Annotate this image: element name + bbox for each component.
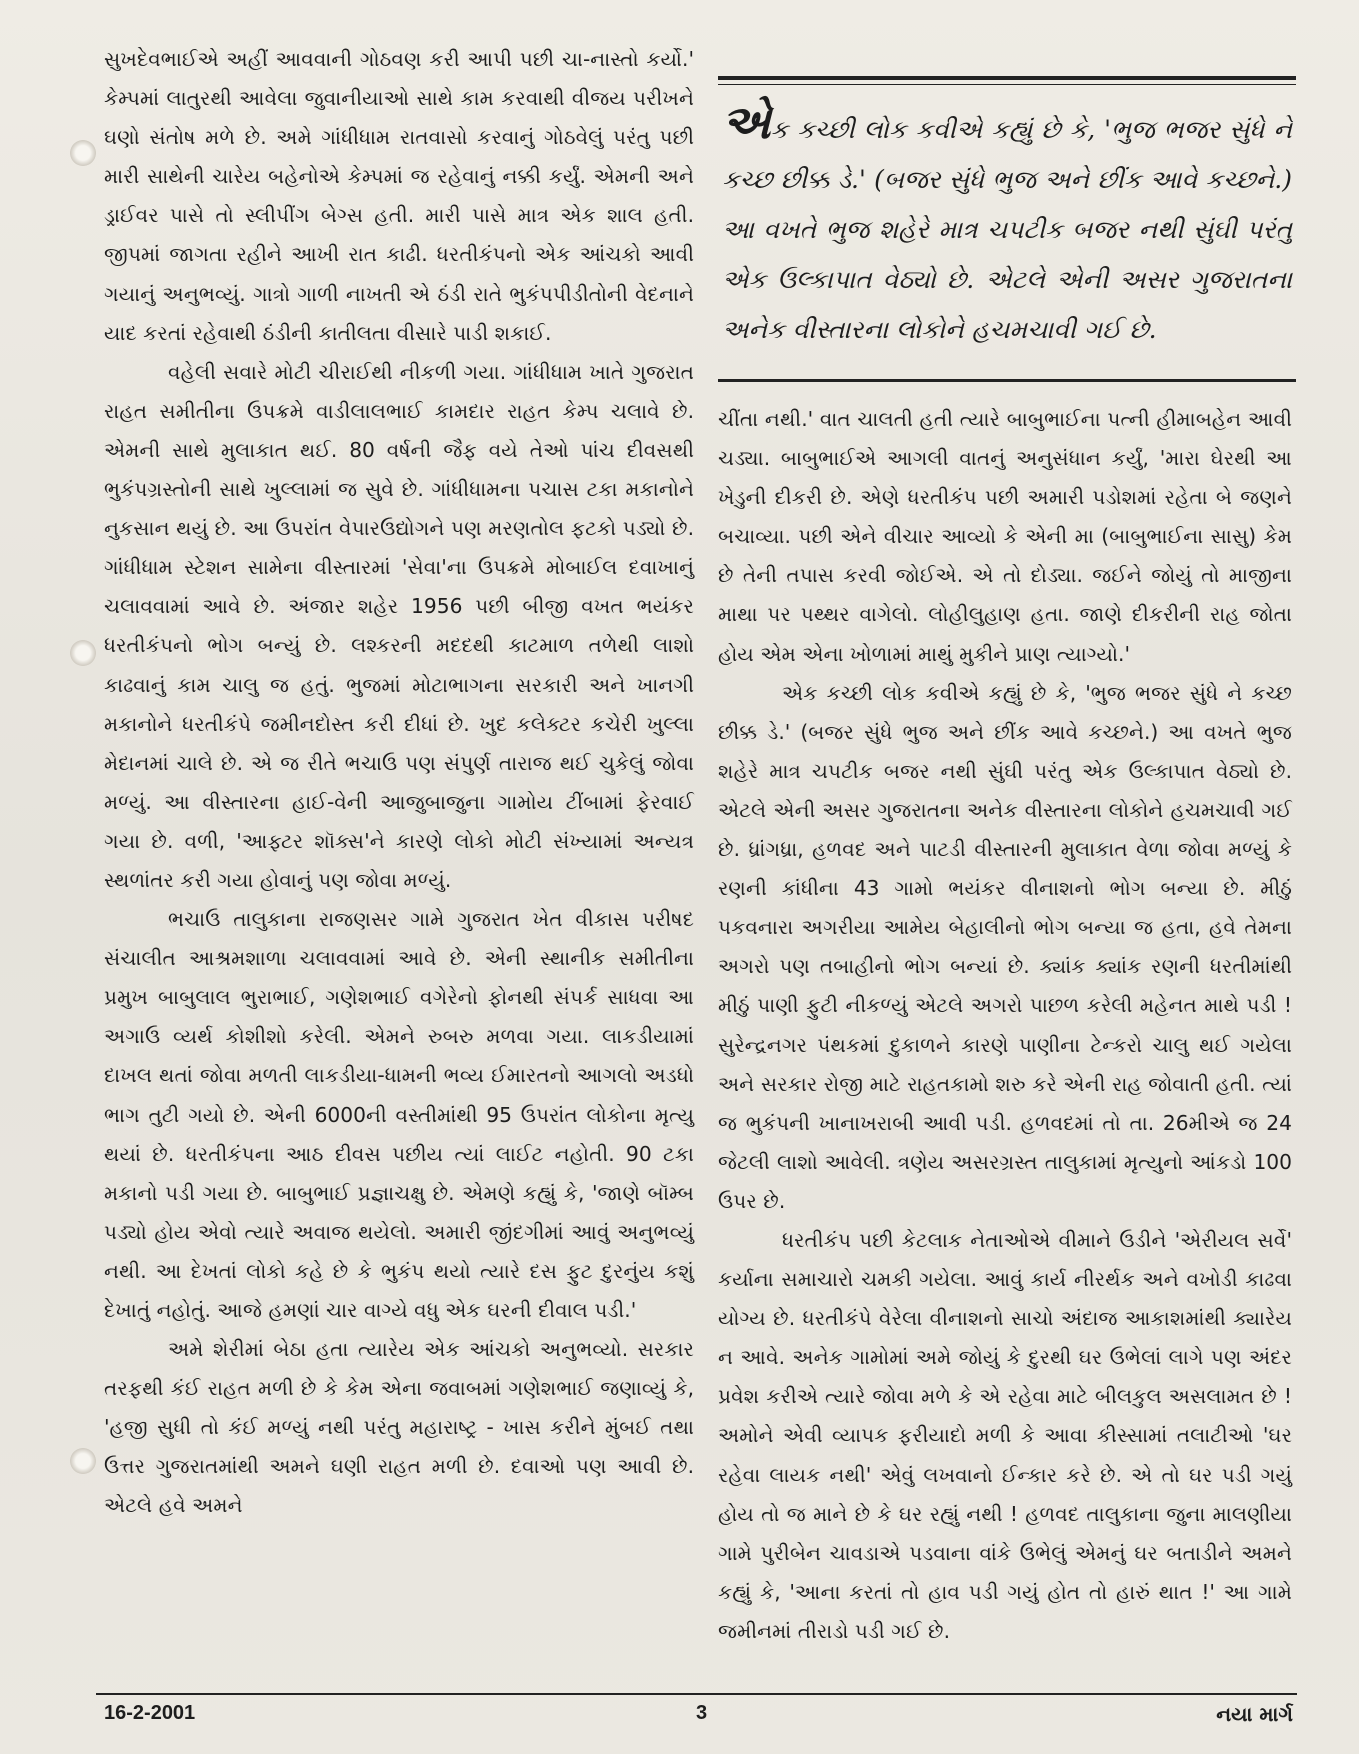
paragraph: અમે શેરીમાં બેઠા હતા ત્યારેય એક આંચકો અનુભવ્યો. સરકાર તરફથી કંઈ રાહત મળી છે કે કેમ એના જવાબમાં ગણેશભાઈ જણાવ્યું કે, 'હજી સુધી તો કંઈ મળ્યું નથી પરંતુ મહારાષ્ટ્ર - ખાસ કરીને મુંબઈ તથા ઉત્તર ગુજરાતમાંથી અમને ઘણી રાહત મળી છે. દવાઓ પણ આવી છે. એટલે હવે અમને bbox=[104, 1337, 694, 1518]
paragraph: સુખદેવભાઈએ અહીં આવવાની ગોઠવણ કરી આપી પછી ચા-નાસ્તો કર્યો.' કેમ્પમાં લાતુરથી આવેલા જુવાનીયાઓ સાથે કામ કરવાથી વીજય પરીખને ઘણો સંતોષ મળે છે. અમે ગાંધીધામ રાતવાસો કરવાનું ગોઠવેલું પરંતુ પછી મારી સાથેની ચારેય બહેનોએ કેમ્પમાં જ રહેવાનું નક્કી કર્યું. એમની અને ડ્રાઈવર પાસે તો સ્લીપીંગ બેગ્સ હતી. મારી પાસે માત્ર એક શાલ હતી. જીપમાં જાગતા રહીને આખી રાત કાઢી. ધરતીકંપનો એક આંચકો આવી ગયાનું અનુભવ્યું. ગાત્રો ગાળી નાખતી એ ઠંડી રાતે ભુકંપપીડીતોની વેદનાને યાદ કરતાં રહેવાથી ઠંડીની કાતીલતા વીસારે પાડી શકાઈ. bbox=[104, 47, 694, 345]
pull-quote-box bbox=[718, 62, 1296, 396]
pull-quote-dropcap: એ bbox=[722, 95, 771, 149]
punch-hole bbox=[70, 640, 96, 666]
pull-quote bbox=[722, 95, 1292, 355]
paragraph: ધરતીકંપ પછી કેટલાક નેતાઓએ વીમાને ઉડીને 'એરીયલ સર્વે' કર્યાના સમાચારો ચમકી ગયેલા. આવું કાર્ય નીરર્થક અને વખોડી કાઢવા યોગ્ય છે. ધરતીકંપે વેરેલા વીનાશનો સાચો અંદાજ આકાશમાંથી ક્યારેય ન આવે. અનેક ગામોમાં અમે જોયું કે દુરથી ઘર ઉભેલાં લાગે પણ અંદર પ્રવેશ કરીએ ત્યારે જોવા મળે કે એ રહેવા માટે બીલકુલ અસલામત છે ! અમોને એવી વ્યાપક ફરીયાદો મળી કે આવા કીસ્સામાં તલાટીઓ 'ઘર રહેવા લાયક નથી' એવું લખવાનો ઈન્કાર કરે છે. એ તો ઘર પડી ગયું હોય તો જ માને છે કે ઘર રહ્યું નથી ! હળવદ તાલુકાના જુના માલણીયા ગામે પુરીબેન ચાવડાએ પડવાના વાંકે ઉભેલું એમનું ઘર બતાડીને અમને કહ્યું કે, 'આના કરતાં તો હાવ પડી ગયું હોત તો હારું થાત !' આ ગામે જમીનમાં તીરાડો પડી ગઈ છે. bbox=[718, 1227, 1292, 1643]
page-number: 3 bbox=[696, 1702, 708, 1724]
magazine-name: નયા માર્ગ bbox=[1216, 1702, 1293, 1726]
divider bbox=[718, 76, 1296, 80]
paragraph: એક કચ્છી લોક કવીએ કહ્યું છે કે, 'ભુજ ભજર સુંધે ને કચ્છ છીક્ક ડે.' (બજર સુંધે ભુજ અને છીંક આવે કચ્છને.) આ વખતે ભુજ શહેરે માત્ર ચપટીક બજર નથી સુંઘી પરંતુ એક ઉલ્કાપાત વેઠ્યો છે. એટલે એની અસર ગુજરાતના અનેક વીસ્તારના લોકોને હચમચાવી ગઈ છે. ધ્રાંગધ્રા, હળવદ અને પાટડી વીસ્તારની મુલાકાત વેળા જોવા મળ્યું કે રણની કાંધીના 43 ગામો ભયંકર વીનાશનો ભોગ બન્યા છે. મીઠું પકવનારા અગરીયા આમેય બેહાલીનો ભોગ બન્યા જ હતા, હવે તેમના અગરો પણ તબાહીનો ભોગ બન્યાં છે. ક્યાંક ક્યાંક રણની ધરતીમાંથી મીઠું પાણી ફુટી નીકળ્યું એટલે અગરો પાછળ કરેલી મહેનત માથે પડી ! સુરેન્દ્રનગર પંથકમાં દુકાળને કારણે પાણીના ટેન્કરો ચાલુ થઈ ગયેલા અને સરકાર રોજી માટે રાહતકામો શરુ કરે એની રાહ જોવાતી હતી. ત્યાં જ ભુકંપની ખાનાખરાબી આવી પડી. હળવદમાં તો તા. 26મીએ જ 24 જેટલી લાશો આવેલી. ત્રણેય અસરગ્રસ્ત તાલુકામાં મૃત્યુનો આંકડો 100 ઉપર છે. bbox=[718, 680, 1292, 1213]
footer-divider bbox=[96, 1693, 1297, 1695]
left-column bbox=[104, 40, 694, 1526]
paragraph: વહેલી સવારે મોટી ચીરાઈથી નીકળી ગયા. ગાંધીધામ ખાતે ગુજરાત રાહત સમીતીના ઉપક્રમે વાડીલાલભાઈ કામદાર રાહત કેમ્પ ચલાવે છે. એમની સાથે મુલાકાત થઈ. 80 વર્ષની જૈફ વયે તેઓ પાંચ દીવસથી ભુકંપગ્રસ્તોની સાથે ખુલ્લામાં જ સુવે છે. ગાંધીધામના પચાસ ટકા મકાનોને નુકસાન થયું છે. આ ઉપરાંત વેપારઉદ્યોગને પણ મરણતોલ ફટકો પડ્યો છે. ગાંધીધામ સ્ટેશન સામેના વીસ્તારમાં 'સેવા'ના ઉપક્રમે મોબાઈલ દવાખાનું ચલાવવામાં આવે છે. અંજાર શહેર 1956 પછી બીજી વખત ભયંકર ધરતીકંપનો ભોગ બન્યું છે. લશ્કરની મદદથી કાટમાળ તળેથી લાશો કાઢવાનું કામ ચાલુ જ હતું. ભુજમાં મોટાભાગના સરકારી અને ખાનગી મકાનોને ધરતીકંપે જમીનદોસ્ત કરી દીધાં છે. ખુદ કલેક્ટર કચેરી ખુલ્લા મેદાનમાં ચાલે છે. એ જ રીતે ભચાઉ પણ સંપુર્ણ તારાજ થઈ ચુકેલું જોવા મળ્યું. આ વીસ્તારના હાઈ-વેની આજુબાજુના ગામોય ટીંબામાં ફેરવાઈ ગયા છે. વળી, 'આફ્ટર શૉક્સ'ને કારણે લોકો મોટી સંખ્યામાં અન્યત્ર સ્થળાંતર કરી ગયા હોવાનું પણ જોવા મળ્યું. bbox=[104, 359, 694, 892]
divider bbox=[718, 379, 1296, 382]
right-column bbox=[718, 400, 1292, 1651]
paragraph: ભચાઉ તાલુકાના રાજણસર ગામે ગુજરાત ખેત વીકાસ પરીષદ સંચાલીત આશ્રમશાળા ચલાવવામાં આવે છે. એની સ્થાનીક સમીતીના પ્રમુખ બાબુલાલ ભુરાભાઈ, ગણેશભાઈ વગેરેનો ફોનથી સંપર્ક સાધવા આ અગાઉ વ્યર્થ કોશીશો કરેલી. એમને રુબરુ મળવા ગયા. લાકડીયામાં દાખલ થતાં જોવા મળતી લાકડીયા-ધામની ભવ્ય ઈમારતનો આગલો અડધો ભાગ તુટી ગયો છે. એની 6000ની વસ્તીમાંથી 95 ઉપરાંત લોકોના મૃત્યુ થયાં છે. ધરતીકંપના આઠ દીવસ પછીય ત્યાં લાઈટ નહોતી. 90 ટકા મકાનો પડી ગયા છે. બાબુભાઈ પ્રજ્ઞાચક્ષુ છે. એમણે કહ્યું કે, 'જાણે બૉમ્બ પડ્યો હોય એવો ત્યારે અવાજ થયેલો. અમારી જીંદગીમાં આવું અનુભવ્યું નથી. આ દેખતાં લોકો કહે છે કે ભુકંપ થયો ત્યારે દસ ફુટ દુરનુંય કશું દેખાતું નહોતું. આજે હમણાં ચાર વાગ્યે વધુ એક ઘરની દીવાલ પડી.' bbox=[104, 907, 694, 1322]
pull-quote-text: ક કચ્છી લોક કવીએ કહ્યું છે કે, 'ભુજ ભજર સુંધે ને કચ્છ છીક્ક ડે.' (બજર સુંધે ભુજ અને છીંક આવે કચ્છને.) આ વખતે ભુજ શહેરે માત્ર ચપટીક બજર નથી સુંઘી પરંતુ એક ઉલ્કાપાત વેઠ્યો છે. એટલે એની અસર ગુજરાતના અનેક વીસ્તારના લોકોને હચમચાવી ગઈ છે. bbox=[722, 115, 1292, 344]
paragraph: ચીંતા નથી.' વાત ચાલતી હતી ત્યારે બાબુભાઈના પત્ની હીમાબહેન આવી ચડ્યા. બાબુભાઈએ આગલી વાતનું અનુસંધાન કર્યું, 'મારા ઘેરથી આ ખેડુની દીકરી છે. એણે ધરતીકંપ પછી અમારી પડોશમાં રહેતા બે જણને બચાવ્યા. પછી એને વીચાર આવ્યો કે એની મા (બાબુભાઈના સાસુ) કેમ છે તેની તપાસ કરવી જોઈએ. એ તો દોડ્યા. જઈને જોયું તો માજીના માથા પર પથ્થર વાગેલો. લોહીલુહાણ હતા. જાણે દીકરીની રાહ જોતા હોય એમ એના ખોળામાં માથું મુકીને પ્રાણ ત્યાગ્યો.' bbox=[718, 407, 1292, 666]
punch-hole bbox=[70, 1448, 96, 1474]
divider bbox=[718, 84, 1296, 85]
punch-hole bbox=[70, 140, 96, 166]
footer-date: 16-2-2001 bbox=[104, 1702, 196, 1724]
